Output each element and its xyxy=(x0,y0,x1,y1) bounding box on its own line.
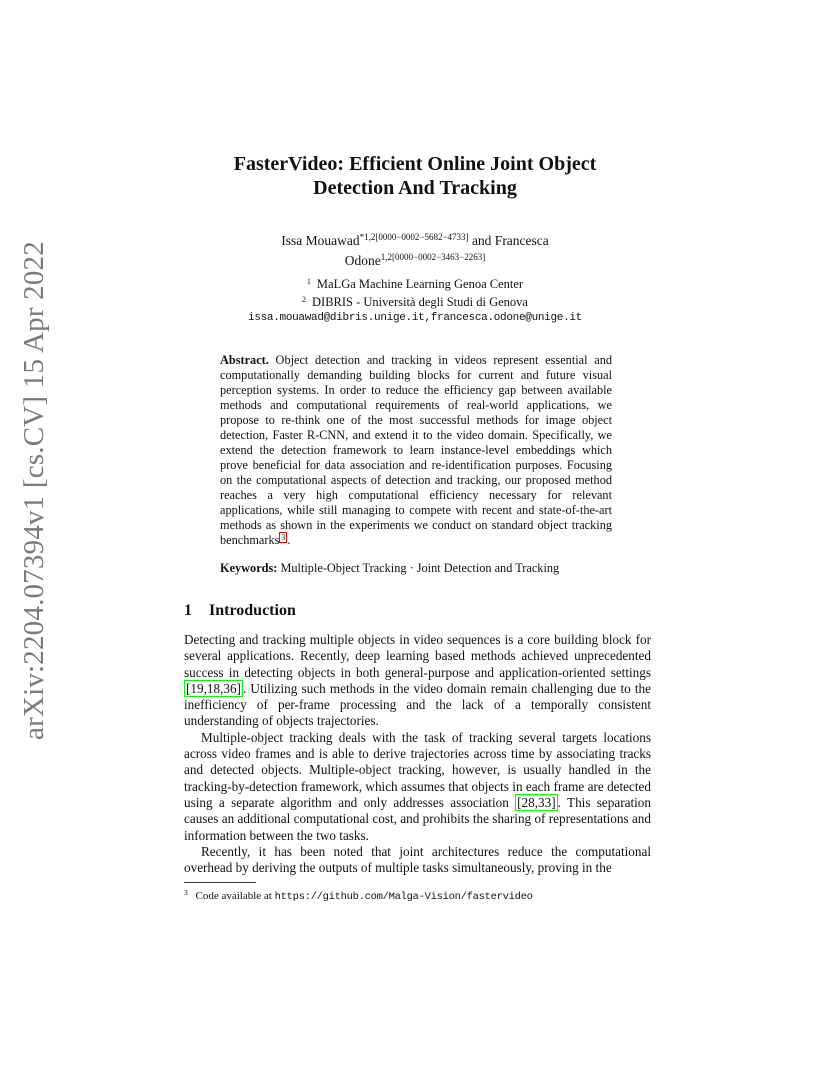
abstract-end: . xyxy=(287,533,291,547)
footnote-url-link[interactable]: https://github.com/Malga-Vision/fastervideo xyxy=(274,891,533,903)
affiliations xyxy=(200,274,630,326)
author-2-affiliation-orcid: 1,2[0000−0002−3463−2263] xyxy=(380,252,486,262)
body-text xyxy=(184,632,651,876)
arxiv-identifier: arXiv:2204.07394v1 [cs.CV] 15 Apr 2022 xyxy=(18,241,50,740)
affiliation-1 xyxy=(200,274,630,292)
citation-link-1[interactable]: [19,18,36] xyxy=(186,680,241,696)
author-1-affiliation-orcid: *1,2[0000−0002−5682−4733] xyxy=(359,232,469,242)
paragraph-1 xyxy=(184,632,651,730)
paragraph-3: Recently, it has been noted that joint architectures reduce the computational overhead by deriving the outputs of multiple tasks simultaneously, proving in the xyxy=(184,843,651,876)
citation-link-2[interactable]: [28,33] xyxy=(517,794,556,810)
author-separator: and Francesca xyxy=(468,233,549,248)
affiliation-2-text: DIBRIS - Università degli Studi di Genova xyxy=(312,295,528,309)
footnote-text: Code available at xyxy=(192,890,275,902)
footnote xyxy=(184,886,651,904)
section-number: 1 xyxy=(184,602,192,619)
paragraph-1-text-a: Detecting and tracking multiple objects in video sequences is a core building block for several applications. Recently, deep learning based methods achieved unprecedented success in detecting objects in both general-purpose and application-oriented settings xyxy=(184,632,651,680)
abstract xyxy=(220,353,612,548)
affiliation-2-mark: 2 xyxy=(302,295,307,304)
keywords xyxy=(220,561,620,576)
paragraph-1-text-b: . Utilizing such methods in the video domain remain challenging due to the inefficiency of per-frame processing and the lack of a temporally consistent understanding of objects trajectories. xyxy=(184,680,651,729)
title-line-1: FasterVideo: Efficient Online Joint Object xyxy=(233,153,597,175)
keywords-label: Keywords: xyxy=(220,561,278,575)
author-2-name: Odone xyxy=(344,253,381,268)
section-title: Introduction xyxy=(209,602,296,619)
keywords-text: Multiple-Object Tracking · Joint Detection and Tracking xyxy=(277,561,560,575)
paper-title xyxy=(170,152,660,200)
author-1-name: Issa Mouawad xyxy=(281,233,360,248)
affiliation-1-text: MaLGa Machine Learning Genoa Center xyxy=(316,277,524,291)
author-emails: issa.mouawad@dibris.unige.it,francesca.odone@unige.it xyxy=(248,312,582,324)
paragraph-2-text-b: . This separation causes an additional computational cost, and prohibits the sharing of representations and information between the two tasks. xyxy=(184,794,651,843)
abstract-label: Abstract. xyxy=(220,353,269,367)
affiliation-1-mark: 1 xyxy=(306,277,311,286)
title-line-2: Detection And Tracking xyxy=(313,177,517,199)
paragraph-2-text-a: Multiple-object tracking deals with the task of tracking several targets locations across video frames and is able to derive trajectories across time by associating tracks and detected objects. Multiple-object tracking, however, is usually handled in the tracking-by-detection framework, which assumes that objects in each frame are detected using a separate algorithm and only addresses association xyxy=(184,729,651,810)
abstract-text: Object detection and tracking in videos represent essential and computationally demanding building blocks for current and future visual perception systems. In order to reduce the efficiency gap between available methods and computational requirements of real-world applications, we propose to re-think one of the most successful methods for image object detection, Faster R-CNN, and extend it to the video domain. Specifically, we extend the detection framework to learn instance-level embeddings which prove beneficial for data association and re-identification purposes. Focusing on the computational aspects of detection and tracking, our proposed method reaches a very high computational efficiency necessary for relevant applications, while still managing to compete with recent and state-of-the-art methods as shown in the experiments we conduct on standard object tracking benchmarks xyxy=(220,353,612,547)
footnote-reference-link[interactable]: 3 xyxy=(281,533,286,542)
affiliation-2 xyxy=(200,292,630,310)
section-heading xyxy=(184,602,296,620)
paragraph-2 xyxy=(184,730,651,844)
footnote-divider xyxy=(184,882,256,883)
author-list xyxy=(200,229,630,269)
footnote-mark: 3 xyxy=(184,888,188,897)
